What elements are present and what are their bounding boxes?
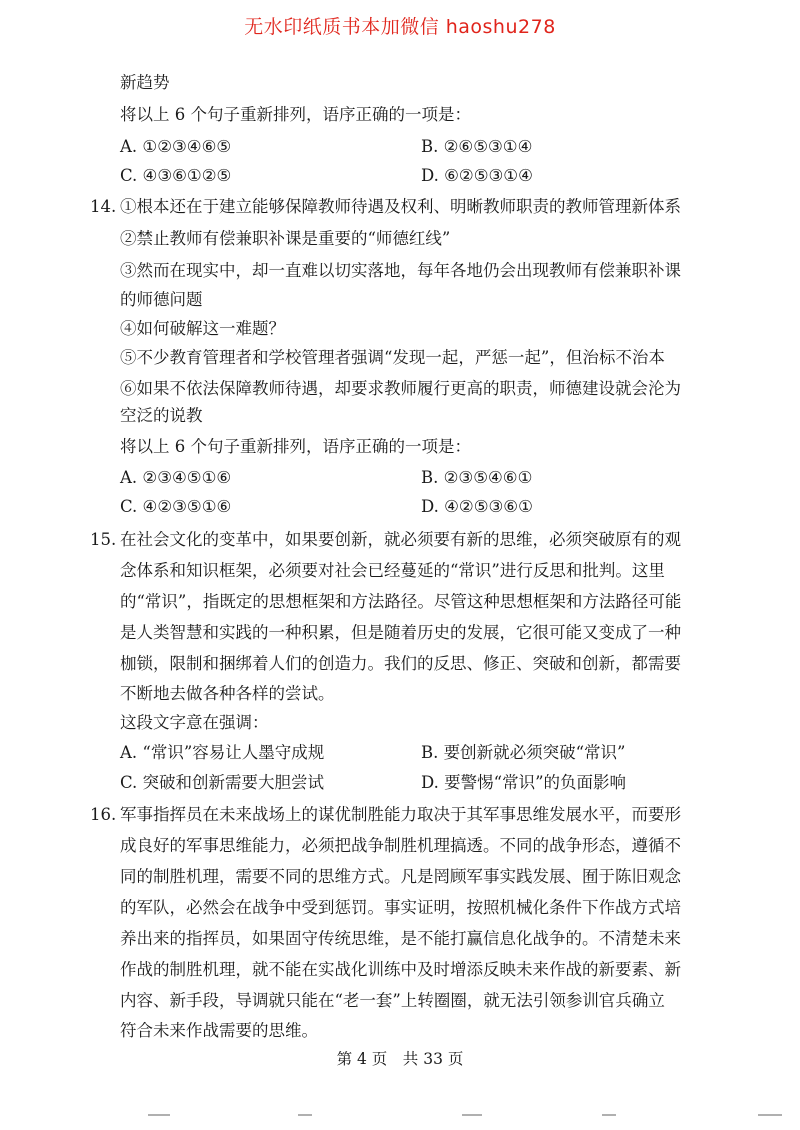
q13-option-c: C. ④③⑥①②⑤ [120, 166, 232, 185]
q15-prompt: 这段文字意在强调： [120, 713, 269, 732]
q14-line: 空泛的说教 [120, 406, 203, 425]
q16-line: 同的制胜机理，需要不同的思维方式。凡是罔顾军事实践发展、囿于陈旧观念 [120, 867, 681, 886]
q16-line: 的军队，必然会在战争中受到惩罚。事实证明，按照机械化条件下作战方式培 [120, 898, 681, 917]
q15-line: 念体系和知识框架，必须要对社会已经蔓延的“常识”进行反思和批判。这里 [120, 561, 665, 580]
q14-option-a: A. ②③④⑤①⑥ [120, 468, 232, 487]
scan-speck [148, 1114, 170, 1116]
q13-option-b: B. ②⑥⑤③①④ [421, 137, 533, 156]
q15-option-b: B. 要创新就必须突破“常识” [421, 743, 626, 762]
q14-line: ④如何破解这一难题？ [120, 319, 285, 338]
q15-option-d: D. 要警惕“常识”的负面影响 [421, 773, 627, 792]
q16-line: 符合未来作战需要的思维。 [120, 1021, 318, 1040]
q14-option-d: D. ④②⑤③⑥① [421, 497, 533, 516]
q13-prompt: 将以上 6 个句子重新排列，语序正确的一项是： [120, 105, 471, 124]
q15-line: 枷锁，限制和捆绑着人们的创造力。我们的反思、修正、突破和创新，都需要 [120, 654, 681, 673]
q15-option-a: A. “常识”容易让人墨守成规 [120, 743, 325, 762]
q13-continuation: 新趋势 [120, 73, 170, 92]
q14-option-c: C. ④②③⑤①⑥ [120, 497, 232, 516]
q14-prompt: 将以上 6 个句子重新排列，语序正确的一项是： [120, 437, 471, 456]
q16-line: 作战的制胜机理，就不能在实战化训练中及时增添反映未来作战的新要素、新 [120, 960, 681, 979]
q15-line: 是人类智慧和实践的一种积累，但是随着历史的发展，它很可能又变成了一种 [120, 623, 681, 642]
q16-line: 内容、新手段，导调就只能在“老一套”上转圈圈，就无法引领参训官兵确立 [120, 991, 665, 1010]
scan-speck [758, 1114, 782, 1116]
scan-speck [462, 1114, 482, 1116]
q14-line: ③然而在现实中，却一直难以切实落地，每年各地仍会出现教师有偿兼职补课 [120, 261, 681, 280]
watermark-text: 无水印纸质书本加微信 haoshu278 [244, 16, 556, 38]
q14-line: ⑤不少教育管理者和学校管理者强调“发现一起，严惩一起”，但治标不治本 [120, 348, 665, 367]
q14-number: 14. [90, 197, 117, 216]
q14-line: 的师德问题 [120, 290, 203, 309]
scan-speck [298, 1114, 312, 1116]
scan-speck [602, 1114, 616, 1116]
q16-number: 16. [90, 805, 117, 824]
q15-option-c: C. 突破和创新需要大胆尝试 [120, 773, 325, 792]
q13-option-a: A. ①②③④⑥⑤ [120, 137, 232, 156]
q14-line: ①根本还在于建立能够保障教师待遇及权利、明晰教师职责的教师管理新体系 [120, 197, 681, 216]
q15-line: 在社会文化的变革中，如果要创新，就必须要有新的思维，必须突破原有的观 [120, 530, 681, 549]
q14-option-b: B. ②③⑤④⑥① [421, 468, 533, 487]
q14-line: ⑥如果不依法保障教师待遇，却要求教师履行更高的职责，师德建设就会沦为 [120, 379, 681, 398]
q15-number: 15. [90, 530, 117, 549]
q13-option-d: D. ⑥②⑤③①④ [421, 166, 533, 185]
q14-line: ②禁止教师有偿兼职补课是重要的“师德红线” [120, 229, 451, 248]
q16-line: 成良好的军事思维能力，必须把战争制胜机理搞透。不同的战争形态，遵循不 [120, 836, 681, 855]
q16-line: 养出来的指挥员，如果固守传统思维，是不能打赢信息化战争的。不清楚未来 [120, 929, 681, 948]
q15-line: 的“常识”，指既定的思想框架和方法路径。尽管这种思想框架和方法路径可能 [120, 592, 682, 611]
page-footer: 第 4 页 共 33 页 [336, 1050, 464, 1068]
q16-line: 军事指挥员在未来战场上的谋优制胜能力取决于其军事思维发展水平，而要形 [120, 805, 681, 824]
q15-line: 不断地去做各种各样的尝试。 [120, 684, 335, 703]
